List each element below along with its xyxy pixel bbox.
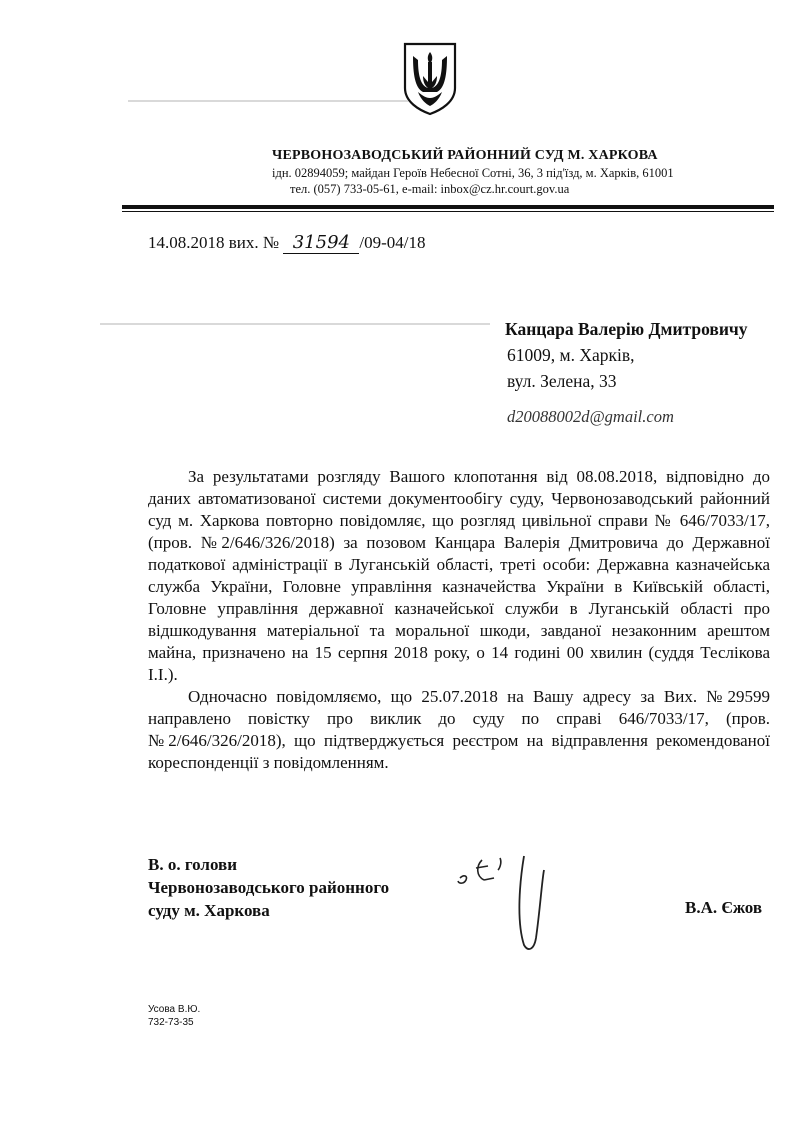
outgoing-number	[148, 232, 425, 254]
addressee-block	[505, 316, 748, 430]
addressee-name: Канцара Валерію Дмитровичу	[505, 319, 748, 339]
org-contacts: тел. (057) 733-05-61, e-mail: inbox@cz.hr.court.gov.ua	[290, 182, 570, 196]
outgoing-date: 14.08.2018 вих. №	[148, 233, 280, 252]
executor-info	[148, 1003, 200, 1029]
body-paragraph: Одночасно повідомляємо, що 25.07.2018 на Вашу адресу за Вих. №29599 направлено повістку про виклик до суду по справі 646/7033/17, (пров. №2/646/326/2018), що підтверджується реєстром на відправлення рекомендованої кореспонденції з повідомленням.	[148, 687, 770, 772]
handwritten-signature-icon	[454, 850, 564, 960]
executor-phone: 732-73-35	[148, 1017, 194, 1028]
signer-name: В.А. Єжов	[685, 898, 763, 917]
outgoing-suffix: /09-04/18	[359, 233, 426, 252]
addressee-email: d20088002d@gmail.com	[507, 407, 674, 426]
handwritten-number: 31594	[283, 232, 359, 254]
scan-artifact	[128, 100, 408, 102]
trident-emblem-icon	[401, 42, 459, 116]
executor-name: Усова В.Ю.	[148, 1004, 201, 1015]
body-paragraph: За результатами розгляду Вашого клопотання від 08.08.2018, відповідно до даних автоматизованої системи документообігу суду, Червонозаводський районний суд м. Харкова повторно повідомляє, що розгляд цивільної справи № 646/7033/17, (пров. №2/646/326/2018) за позовом Канцара Валерія Дмитровича до Державної податкової адміністрації в Луганській області, треті особи: Державна казначейська служба України, Головне управління казначейства України в Київській області, Головне управління державної казначейської служби в Луганській області про відшкодування матеріальної та моральної шкоди, завданої незаконним арештом майна, призначено на 15 серпня 2018 року, о 14 годині 00 хвилин (суддя Теслікова І.І.).	[148, 467, 770, 684]
letter-body	[148, 466, 770, 774]
org-ids-address: ідн. 02894059; майдан Героїв Небесної Сотні, 36, 3 під'їзд, м. Харків, 61001	[272, 166, 674, 180]
header-divider	[122, 205, 774, 209]
signer-position	[148, 853, 389, 922]
position-line: суду м. Харкова	[148, 901, 270, 920]
org-name: ЧЕРВОНОЗАВОДСЬКИЙ РАЙОННИЙ СУД М. ХАРКОВА	[272, 148, 658, 163]
addressee-street: вул. Зелена, 33	[507, 371, 617, 391]
header-divider-thin	[122, 211, 774, 212]
position-line: Червонозаводського районного	[148, 878, 390, 897]
position-line: В. о. голови	[148, 855, 238, 874]
scan-artifact	[100, 323, 490, 325]
addressee-city: 61009, м. Харків,	[507, 345, 635, 365]
